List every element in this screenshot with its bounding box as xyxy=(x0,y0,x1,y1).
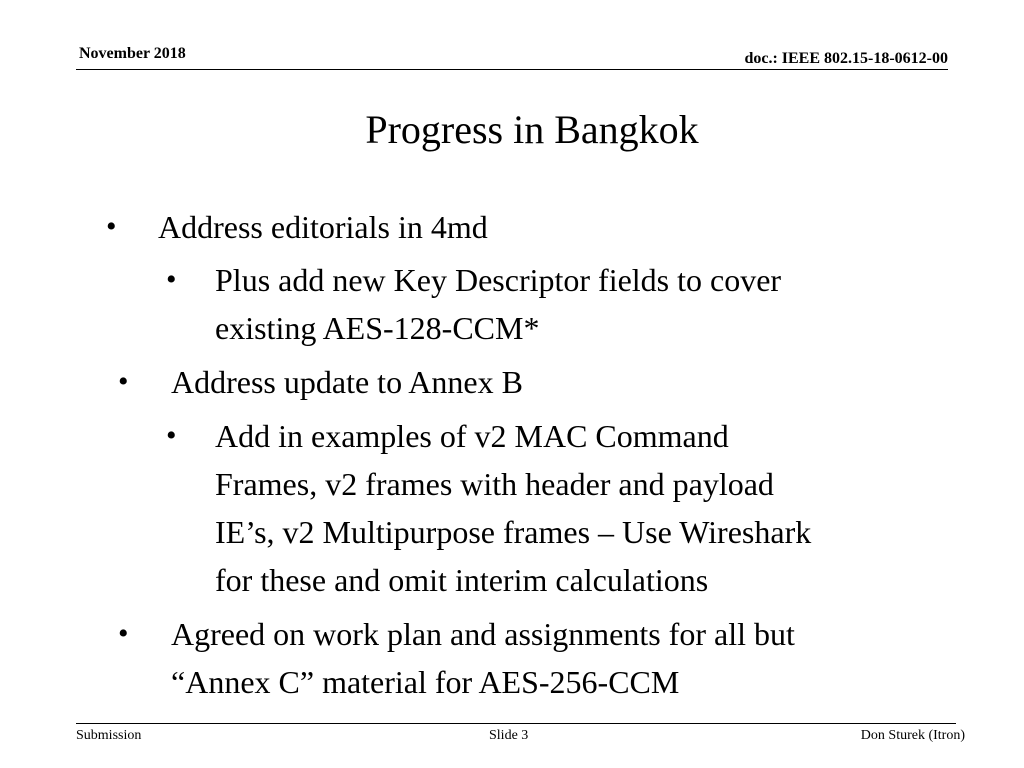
sub-bullet-item-1 xyxy=(166,256,781,352)
header-divider xyxy=(76,69,948,70)
bullet-dot-icon: • xyxy=(166,263,177,296)
footer-author: Don Sturek (Itron) xyxy=(860,728,965,743)
bullet-dot-icon: • xyxy=(118,365,129,398)
footer-divider xyxy=(76,723,956,724)
bullet-text: Address editorials in 4md xyxy=(158,209,488,245)
bullet-item-3 xyxy=(118,610,795,706)
bullet-item-2 xyxy=(118,358,523,406)
footer-slide-number: Slide 3 xyxy=(489,728,529,743)
bullet-dot-icon: • xyxy=(166,419,177,452)
sub-bullet-item-2 xyxy=(166,412,811,604)
bullet-dot-icon: • xyxy=(106,210,117,243)
bullet-item-1 xyxy=(106,203,488,251)
bullet-text: Plus add new Key Descriptor fields to cover existing AES-128-CCM* xyxy=(215,262,782,346)
bullet-dot-icon: • xyxy=(118,617,129,650)
slide-title: Progress in Bangkok xyxy=(365,107,699,152)
bullet-text: Add in examples of v2 MAC Command Frames, v2 frames with header and payload IE’s, v2 Multipurpose frames – Use Wireshark for these and omit interim calculations xyxy=(215,418,812,598)
bullet-text: Address update to Annex B xyxy=(171,364,523,400)
header-doc-id: doc.: IEEE 802.15-18-0612-00 xyxy=(744,50,948,67)
header-date: November 2018 xyxy=(79,45,186,62)
footer-submission: Submission xyxy=(76,728,142,743)
bullet-text: Agreed on work plan and assignments for all but “Annex C” material for AES-256-CCM xyxy=(171,616,795,700)
